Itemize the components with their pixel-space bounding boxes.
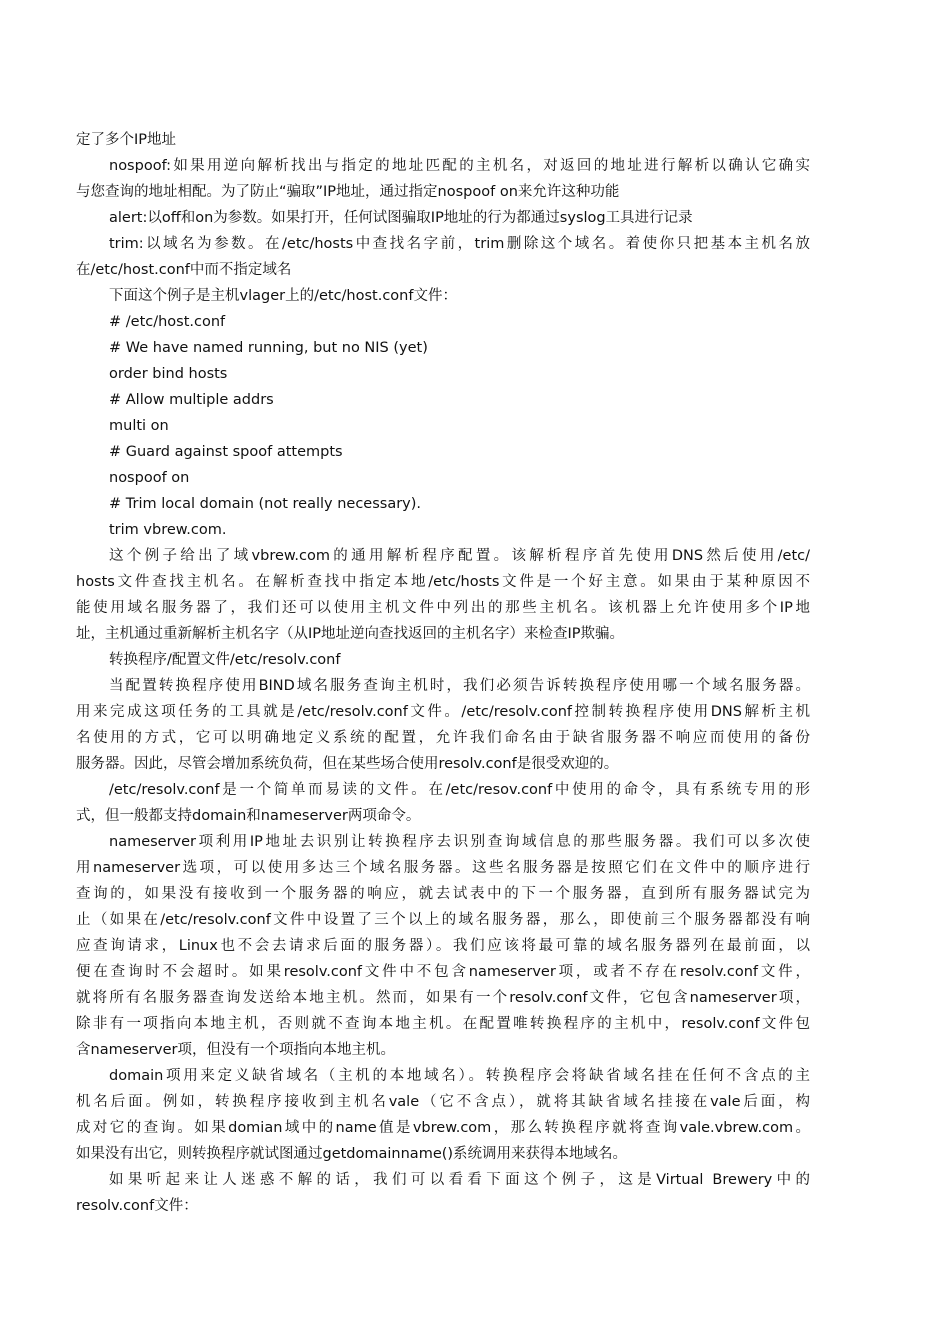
text-line: /etc/resolv.conf是一个简单而易读的文件。在/etc/resov.conf中使用的命令，具有系统专用的形 xyxy=(109,782,810,798)
text-line: multi on xyxy=(109,418,169,434)
text-line: 成对它的查询。如果domian域中的name值是vbrew.com，那么转换程序就将查询vale.vbrew.com。 xyxy=(76,1120,810,1136)
document-body xyxy=(76,127,810,1219)
text-line: 址，主机通过重新解析主机名字（从IP地址逆向查找返回的主机名字）来检查IP欺骗。 xyxy=(76,626,625,642)
text-line: 就将所有名服务器查询发送给本地主机。然而，如果有一个resolv.conf文件，它包含nameserver项， xyxy=(76,990,810,1006)
text-line: nameserver项利用IP地址去识别让转换程序去识别查询域信息的那些服务器。我们可以多次使 xyxy=(109,834,810,850)
text-line: domain项用来定义缺省域名（主机的本地域名）。转换程序会将缺省域名挂在任何不含点的主 xyxy=(109,1068,810,1084)
text-line: trim vbrew.com. xyxy=(109,522,227,538)
text-line: 机名后面。例如，转换程序接收到主机名vale（它不含点），就将其缺省域名挂接在vale后面，构 xyxy=(76,1094,810,1110)
text-line: 服务器。因此，尽管会增加系统负荷，但在某些场合使用resolv.conf是很受欢迎的。 xyxy=(76,756,619,772)
text-line: 查询的，如果没有接收到一个服务器的响应，就去试表中的下一个服务器，直到所有服务器试完为 xyxy=(76,886,810,902)
text-line: 便在查询时不会超时。如果resolv.conf文件中不包含nameserver项，或者不存在resolv.conf文件， xyxy=(76,964,810,980)
text-line: 这个例子给出了域vbrew.com的通用解析程序配置。该解析程序首先使用DNS然后使用/etc/ xyxy=(109,548,810,564)
text-line: 名使用的方式，它可以明确地定义系统的配置，允许我们命名由于缺省服务器不响应而使用的备份 xyxy=(76,730,810,746)
text-line: # Guard against spoof attempts xyxy=(109,444,343,460)
text-line: 式，但一般都支持domain和nameserver两项命令。 xyxy=(76,808,421,824)
text-line: 如果没有出它，则转换程序就试图通过getdomainname()系统调用来获得本地域名。 xyxy=(76,1146,628,1162)
text-line: 下面这个例子是主机vlager上的/etc/host.conf文件： xyxy=(109,288,457,304)
text-line: trim:以域名为参数。在/etc/hosts中查找名字前，trim删除这个域名。着使你只把基本主机名放 xyxy=(109,236,810,252)
text-line: # We have named running, but no NIS (yet) xyxy=(109,340,428,356)
text-line: 转换程序/配置文件/etc/resolv.conf xyxy=(109,652,341,668)
text-line: nospoof on xyxy=(109,470,190,486)
text-line: resolv.conf文件： xyxy=(76,1198,198,1214)
text-line: 在/etc/host.conf中而不指定域名 xyxy=(76,262,292,278)
text-line: 当配置转换程序使用BIND域名服务查询主机时，我们必须告诉转换程序使用哪一个域名服务器。 xyxy=(109,678,810,694)
text-line: 如果听起来让人迷惑不解的话，我们可以看看下面这个例子，这是Virtual Brewery中的 xyxy=(109,1172,810,1188)
text-line: hosts文件查找主机名。在解析查找中指定本地/etc/hosts文件是一个好主意。如果由于某种原因不 xyxy=(76,574,810,590)
text-line: 能使用域名服务器了，我们还可以使用主机文件中列出的那些主机名。该机器上允许使用多个IP地 xyxy=(76,600,810,616)
text-line: order bind hosts xyxy=(109,366,228,382)
text-line: nospoof:如果用逆向解析找出与指定的地址匹配的主机名，对返回的地址进行解析以确认它确实 xyxy=(109,158,810,174)
text-line: # Allow multiple addrs xyxy=(109,392,274,408)
text-line: 止（如果在/etc/resolv.conf文件中设置了三个以上的域名服务器，那么，即使前三个服务器都没有响 xyxy=(76,912,810,928)
text-line: 定了多个IP地址 xyxy=(76,132,177,148)
text-line: 与您查询的地址相配。为了防止“骗取”IP地址，通过指定nospoof on来允许这种功能 xyxy=(76,184,620,200)
text-line: # /etc/host.conf xyxy=(109,314,226,330)
text-line: alert:以off和on为参数。如果打开，任何试图骗取IP地址的行为都通过syslog工具进行记录 xyxy=(109,210,693,226)
text-line: 用nameserver选项，可以使用多达三个域名服务器。这些名服务器是按照它们在文件中的顺序进行 xyxy=(76,860,810,876)
text-line: 含nameserver项，但没有一个项指向本地主机。 xyxy=(76,1042,396,1058)
text-line: 用来完成这项任务的工具就是/etc/resolv.conf文件。/etc/resolv.conf控制转换程序使用DNS解析主机 xyxy=(76,704,810,720)
text-line: # Trim local domain (not really necessary). xyxy=(109,496,422,512)
text-line: 除非有一项指向本地主机，否则就不查询本地主机。在配置唯转换程序的主机中，resolv.conf文件包 xyxy=(76,1016,810,1032)
text-line: 应查询请求，Linux也不会去请求后面的服务器）。我们应该将最可靠的域名服务器列在最前面，以 xyxy=(76,938,810,954)
